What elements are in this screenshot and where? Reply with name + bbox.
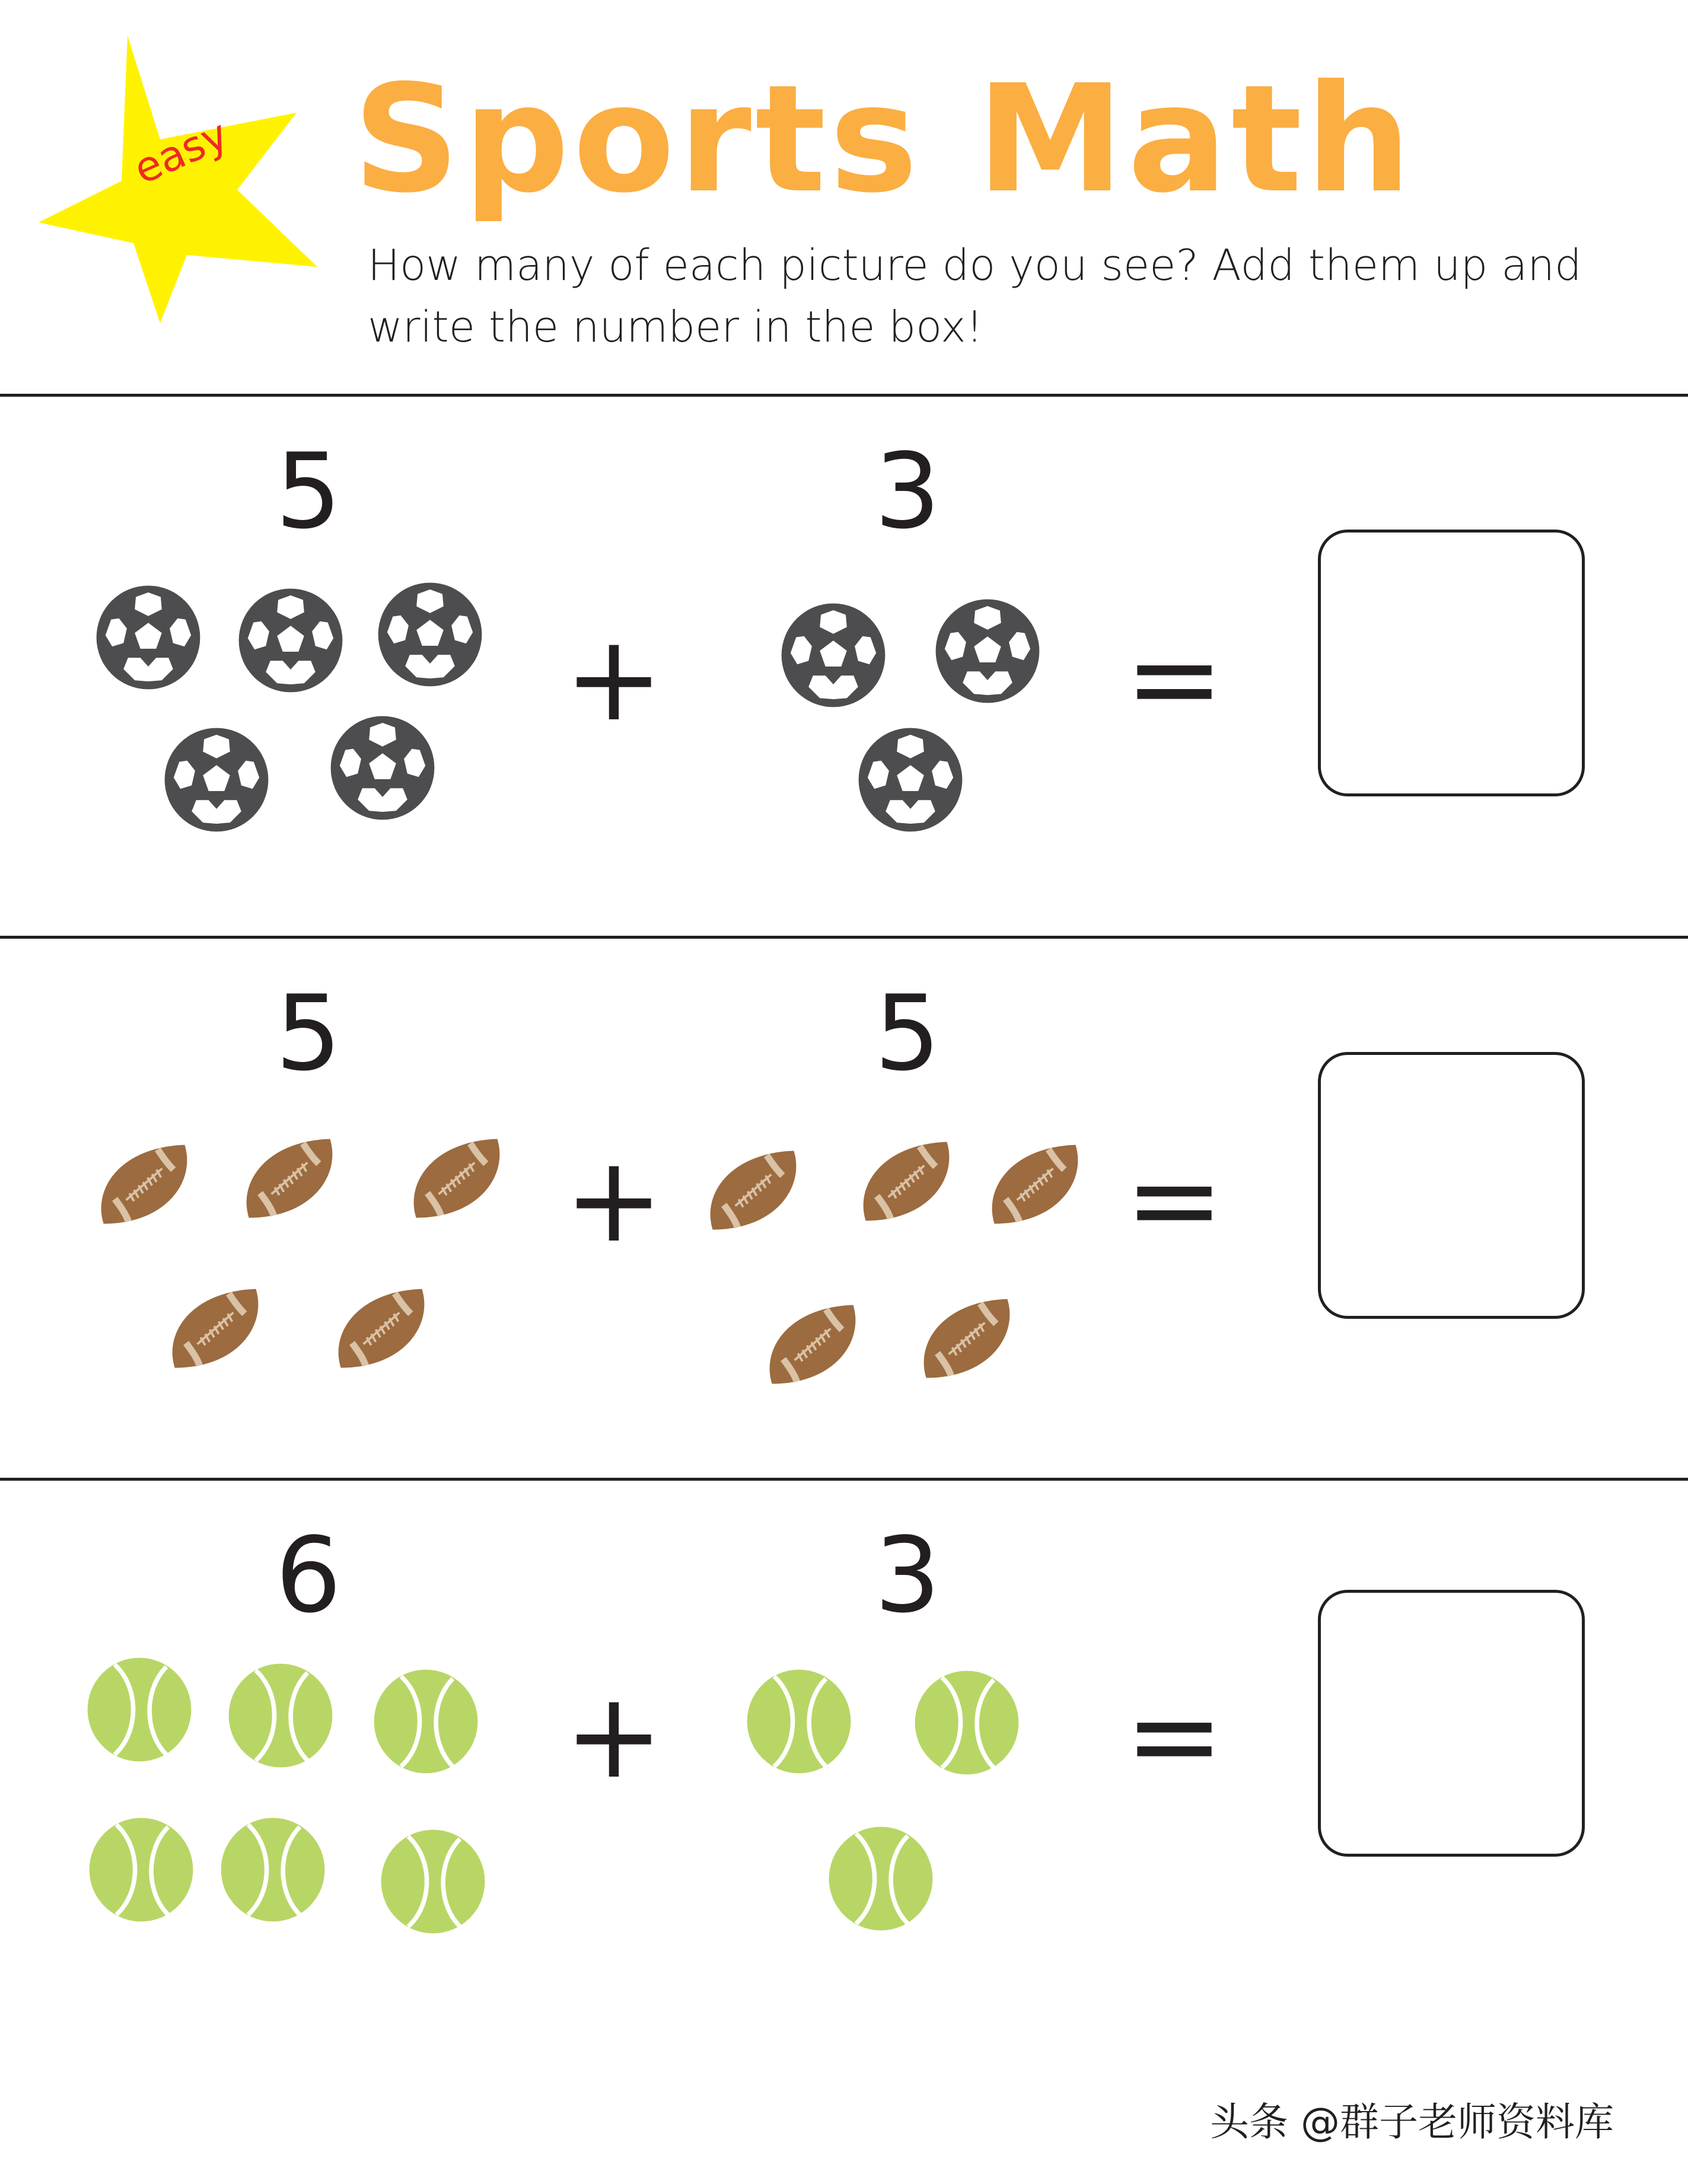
left-count: 5 (275, 432, 342, 552)
page-title: Sports Math (353, 53, 1415, 225)
divider-2 (0, 936, 1688, 939)
tennis-ball-icon (224, 1659, 337, 1772)
right-count: 3 (874, 1516, 941, 1636)
problem-football (0, 939, 1688, 1473)
football-icon (159, 1273, 272, 1386)
football-icon (697, 1135, 810, 1248)
tennis-ball-icon (824, 1822, 937, 1935)
left-count: 6 (275, 1516, 342, 1636)
left-count: 5 (275, 974, 342, 1094)
football-icon (910, 1283, 1023, 1396)
football-icon (88, 1129, 200, 1242)
soccer-ball-icon (374, 578, 486, 691)
football-icon (325, 1273, 438, 1386)
answer-box[interactable] (1318, 530, 1585, 796)
soccer-ball-icon (326, 712, 439, 824)
football-icon (233, 1123, 346, 1236)
tennis-ball-icon (370, 1665, 482, 1778)
soccer-ball-icon (777, 599, 890, 712)
watermark: 头条 @群子老师资料库 (1210, 2099, 1614, 2145)
plus-sign: + (564, 1131, 664, 1269)
instructions (368, 234, 1584, 358)
equals-sign: = (1125, 1131, 1224, 1269)
plus-sign: + (564, 1667, 664, 1805)
tennis-ball-icon (85, 1813, 198, 1926)
soccer-ball-icon (234, 584, 347, 697)
tennis-ball-icon (216, 1813, 329, 1926)
football-icon (979, 1129, 1091, 1242)
equals-sign: = (1125, 610, 1224, 748)
equals-sign: = (1125, 1667, 1224, 1805)
right-count: 3 (874, 432, 941, 552)
answer-box[interactable] (1318, 1590, 1585, 1857)
divider-1 (0, 394, 1688, 397)
plus-sign: + (564, 610, 664, 748)
tennis-ball-icon (743, 1665, 855, 1778)
tennis-ball-icon (377, 1825, 489, 1938)
soccer-ball-icon (931, 595, 1044, 707)
tennis-ball-icon (910, 1666, 1023, 1779)
football-icon (756, 1289, 869, 1402)
star-badge-icon (33, 33, 329, 329)
instructions-line-2: write the number in the box! (368, 302, 983, 352)
right-count: 5 (874, 974, 941, 1094)
problem-soccer (0, 397, 1688, 931)
football-icon (850, 1126, 963, 1239)
soccer-ball-icon (92, 581, 205, 694)
soccer-ball-icon (160, 723, 273, 836)
answer-box[interactable] (1318, 1052, 1585, 1319)
difficulty-badge: easy (126, 110, 235, 194)
instructions-line-1: How many of each picture do you see? Add them up and (368, 240, 1582, 290)
tennis-ball-icon (83, 1653, 196, 1766)
divider-3 (0, 1478, 1688, 1481)
football-icon (400, 1123, 513, 1236)
problem-tennis (0, 1481, 1688, 2015)
soccer-ball-icon (854, 723, 967, 836)
